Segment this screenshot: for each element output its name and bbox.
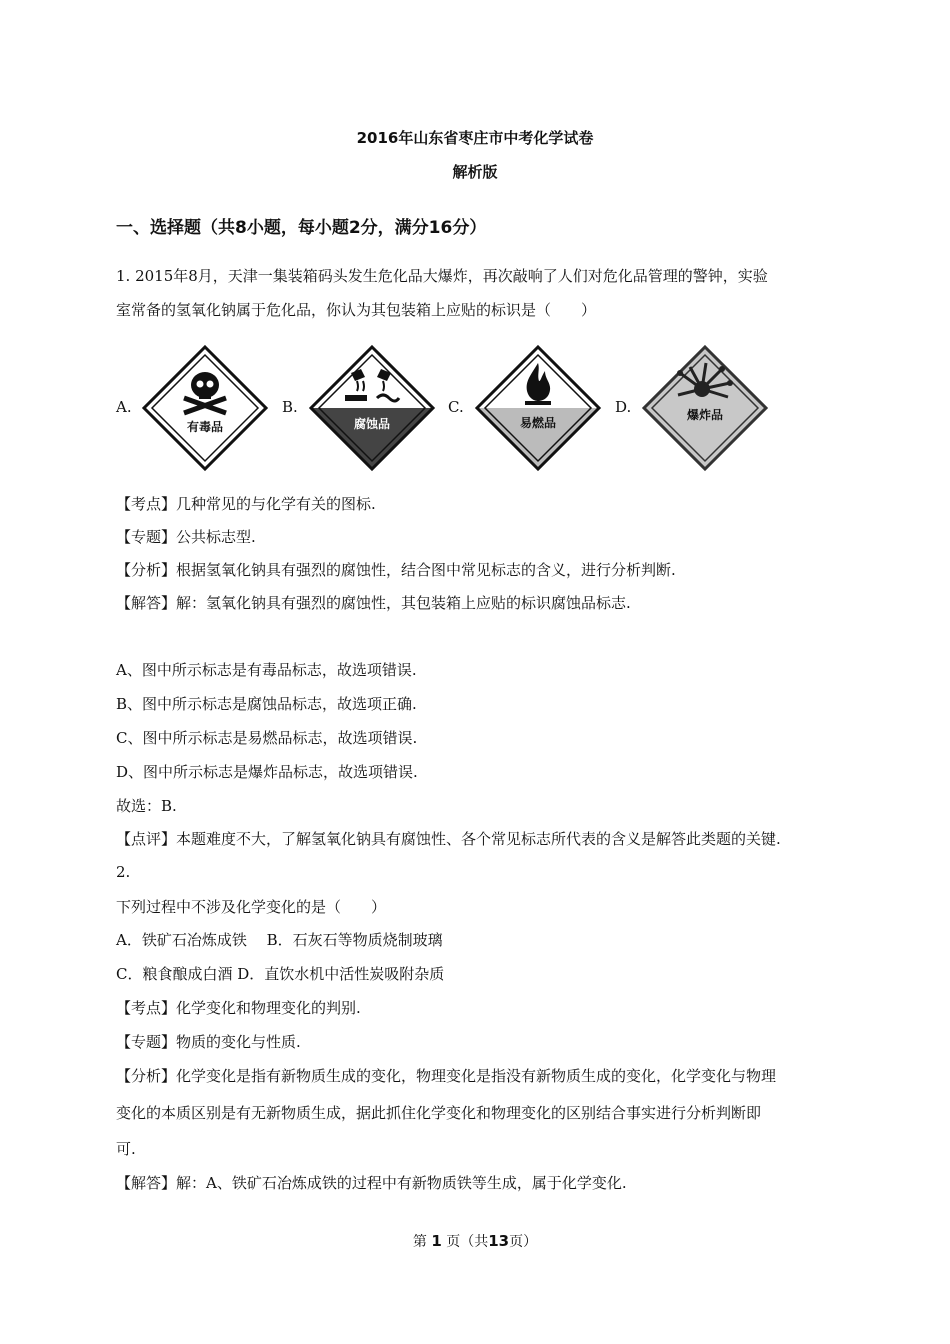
total-pages: 13 bbox=[488, 1232, 510, 1250]
q1-stem-line1: 1. 2015年8月，天津一集装箱码头发生危化品大爆炸，再次敲响了人们对危化品管理的警钟，实验 bbox=[116, 267, 768, 285]
q2-kaodian: 【考点】化学变化和物理变化的判别. bbox=[116, 999, 361, 1017]
q1-dianping: 【点评】本题难度不大，了解氢氧化钠具有腐蚀性、各个常见标志所代表的含义是解答此类题的关键. bbox=[116, 830, 781, 848]
q1-analysis-c: C、图中所示标志是易燃品标志，故选项错误. bbox=[116, 729, 418, 747]
explosive-sign bbox=[640, 343, 770, 473]
flammable-sign bbox=[473, 343, 603, 473]
q2-options-cd: C．粮食酿成白酒 D．直饮水机中活性炭吸附杂质 bbox=[116, 965, 445, 983]
q1-stem-line2: 室常备的氢氧化钠属于危化品，你认为其包装箱上应贴的标识是（ ） bbox=[116, 301, 597, 319]
option-a-label: A. bbox=[116, 398, 132, 416]
q1-answer: 故选：B. bbox=[116, 797, 177, 815]
q2-fenxi-line3: 可. bbox=[116, 1140, 136, 1158]
corrosive-sign bbox=[307, 343, 437, 473]
q2-fenxi-line1: 【分析】化学变化是指有新物质生成的变化，物理变化是指没有新物质生成的变化，化学变化与物理 bbox=[116, 1067, 777, 1085]
q2-zhuanti: 【专题】物质的变化与性质. bbox=[116, 1033, 301, 1051]
footer-mid: 页（共 bbox=[446, 1234, 489, 1250]
q2-number: 2. bbox=[116, 863, 131, 881]
sign-text-corrosive: 腐蚀品 bbox=[353, 417, 391, 431]
doc-subtitle: 解析版 bbox=[452, 163, 498, 181]
q2-jieda: 【解答】解：A、铁矿石冶炼成铁的过程中有新物质铁等生成，属于化学变化. bbox=[116, 1174, 627, 1192]
sign-text-explosive: 爆炸品 bbox=[686, 408, 724, 422]
q2-fenxi-line2: 变化的本质区别是有无新物质生成，据此抓住化学变化和物理变化的区别结合事实进行分析判断即 bbox=[116, 1104, 762, 1122]
q2-stem: 下列过程中不涉及化学变化的是（ ） bbox=[116, 898, 387, 916]
q1-jieda: 【解答】解：氢氧化钠具有强烈的腐蚀性，其包装箱上应贴的标识腐蚀品标志. bbox=[116, 594, 631, 612]
q2-options-ab: A．铁矿石冶炼成铁 B．石灰石等物质烧制玻璃 bbox=[116, 931, 443, 949]
q1-analysis-d: D、图中所示标志是爆炸品标志，故选项错误. bbox=[116, 763, 418, 781]
toxic-sign bbox=[140, 343, 270, 473]
q1-fenxi: 【分析】根据氢氧化钠具有强烈的腐蚀性，结合图中常见标志的含义，进行分析判断. bbox=[116, 561, 676, 579]
option-c-label: C. bbox=[448, 398, 464, 416]
doc-title: 2016年山东省枣庄市中考化学试卷 bbox=[356, 129, 594, 147]
section-heading: 一、选择题（共8小题，每小题2分，满分16分） bbox=[116, 218, 487, 238]
sign-text-toxic: 有毒品 bbox=[186, 420, 224, 434]
q1-analysis-b: B、图中所示标志是腐蚀品标志，故选项正确. bbox=[116, 695, 417, 713]
sign-text-flammable: 易燃品 bbox=[519, 416, 557, 430]
q1-zhuanti: 【专题】公共标志型. bbox=[116, 528, 256, 546]
footer-suffix: 页） bbox=[509, 1234, 538, 1250]
option-d-label: D. bbox=[615, 398, 632, 416]
q1-analysis-a: A、图中所示标志是有毒品标志，故选项错误. bbox=[116, 661, 417, 679]
q1-kaodian: 【考点】几种常见的与化学有关的图标. bbox=[116, 495, 376, 513]
footer-prefix: 第 bbox=[412, 1234, 427, 1250]
page-number: 1 bbox=[431, 1232, 442, 1250]
option-b-label: B. bbox=[282, 398, 298, 416]
page-footer bbox=[0, 1231, 950, 1251]
